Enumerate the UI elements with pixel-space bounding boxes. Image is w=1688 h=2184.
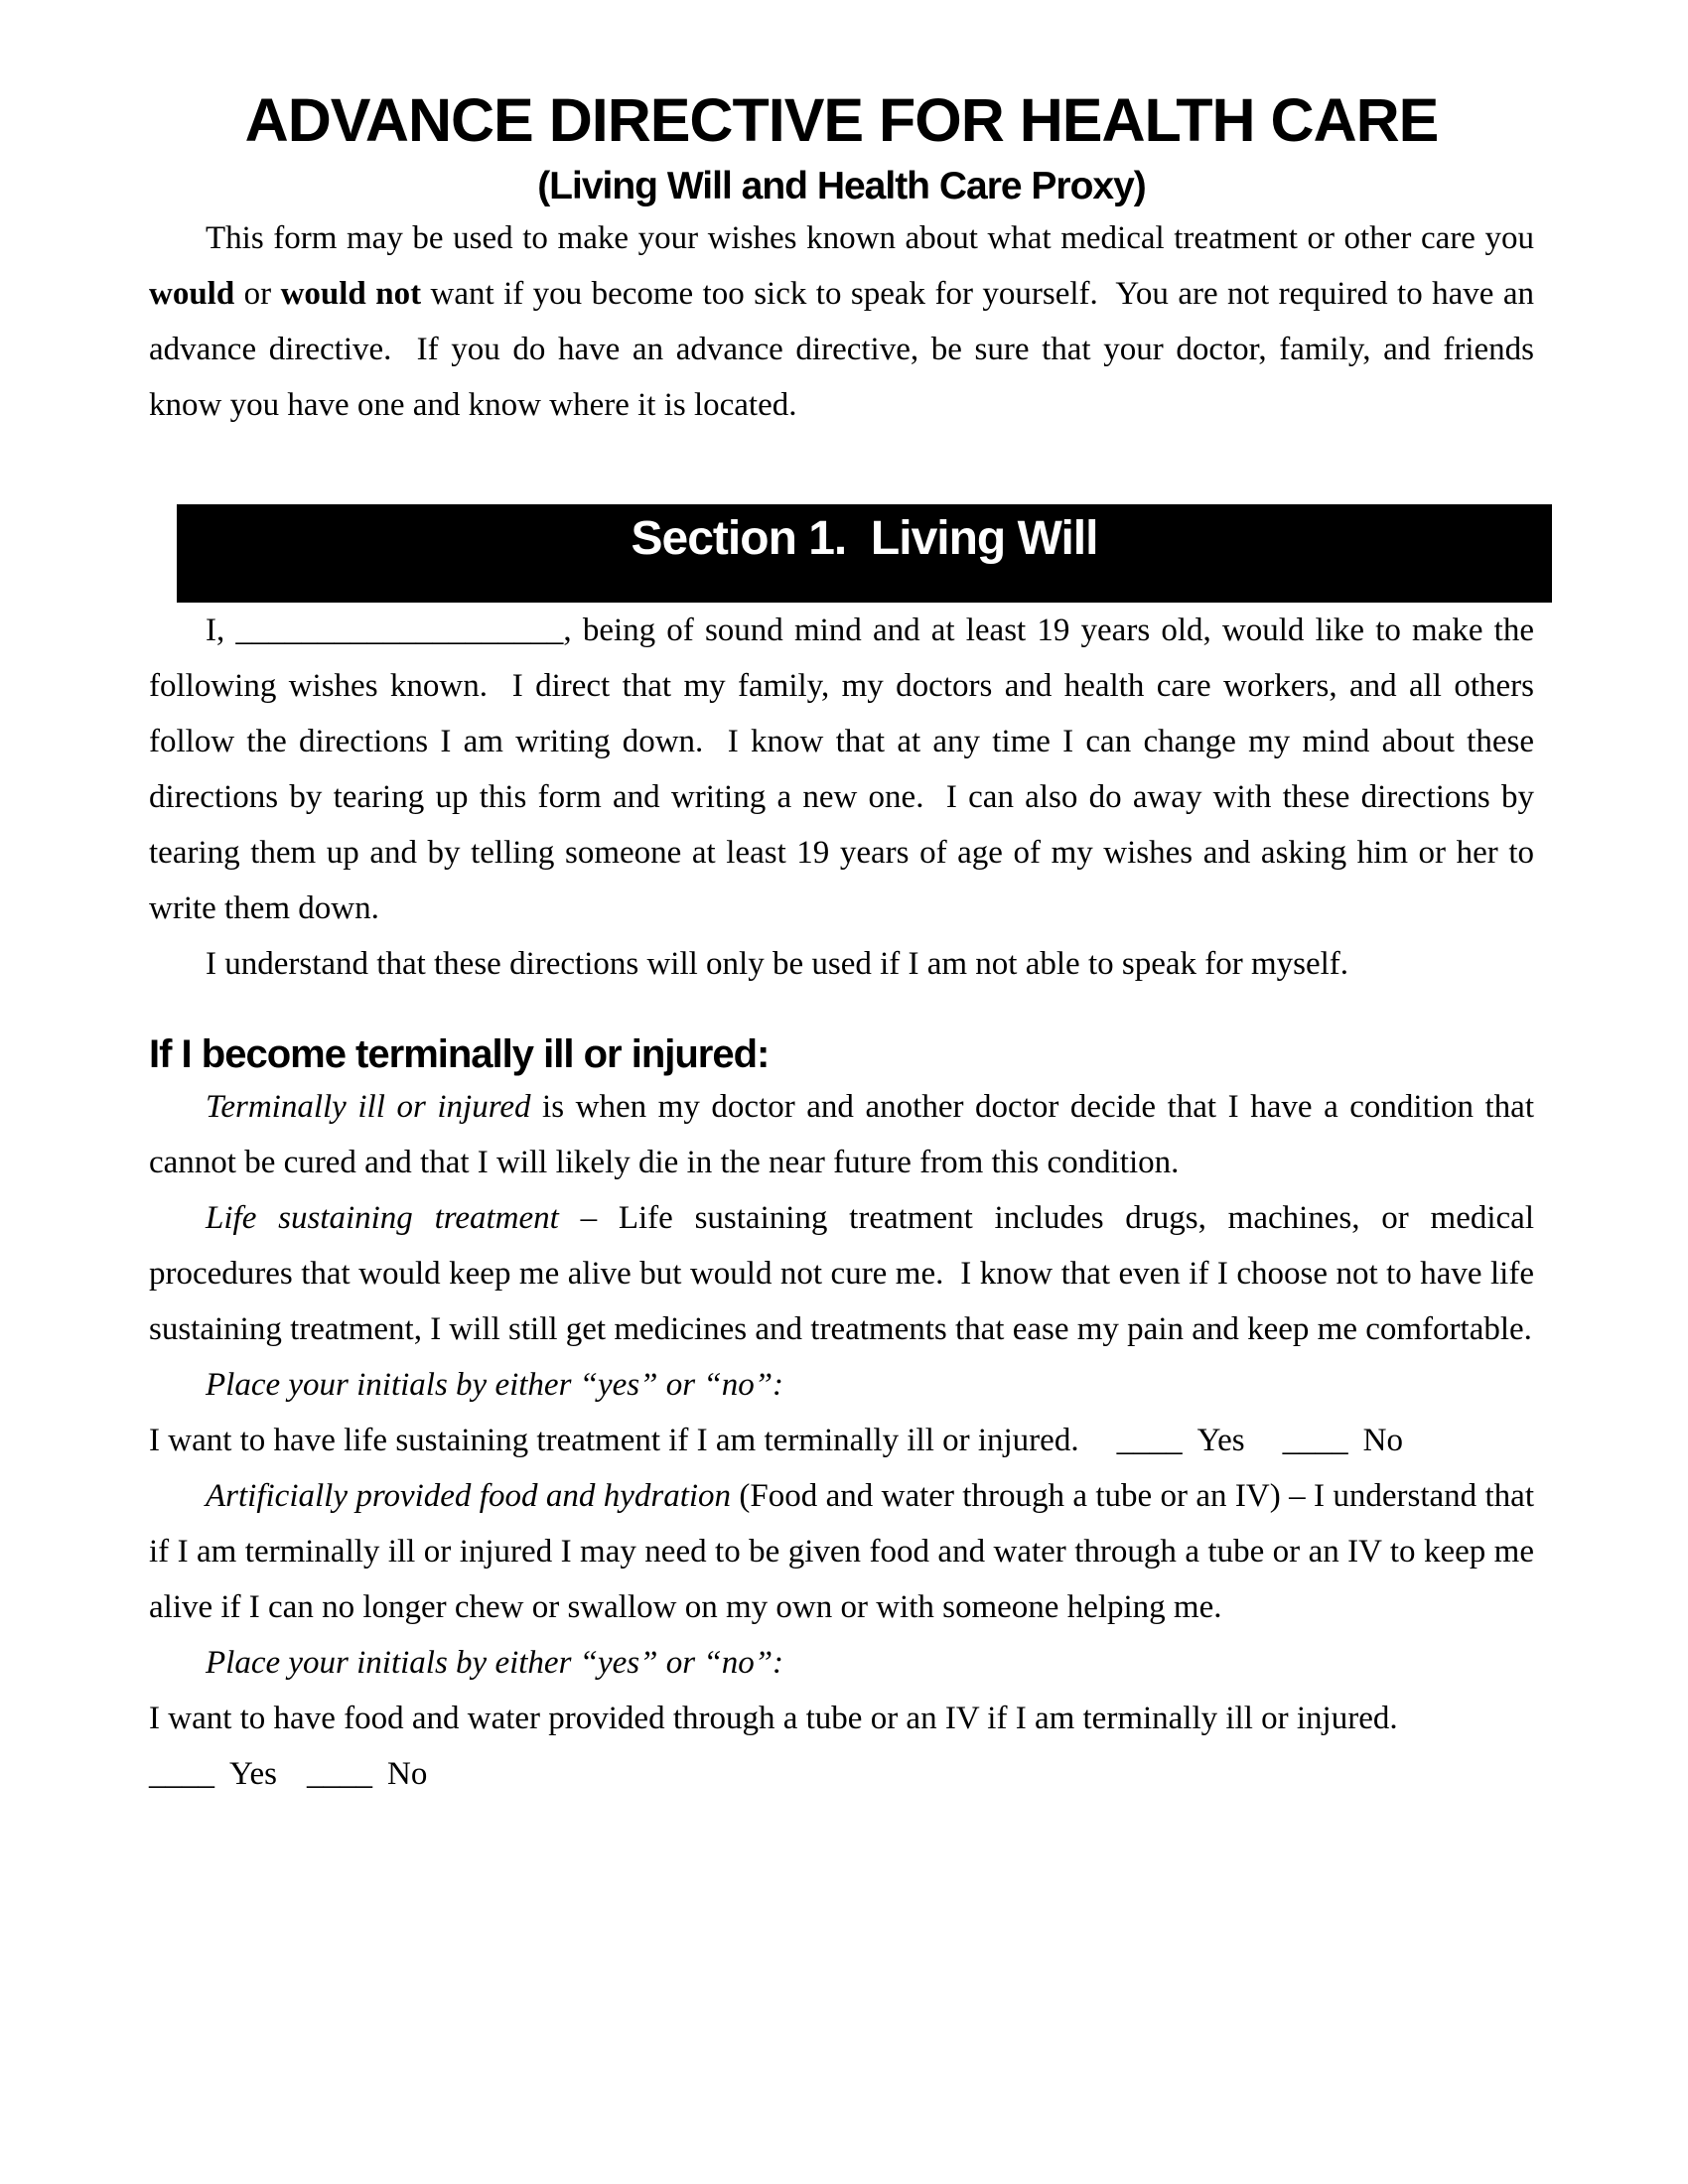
- terminally-ill-definition: is when my doctor and another doctor decide that I have a condition that cannot be cured and that I will likely die in the near future from this condition.: [149, 1089, 1534, 1180]
- declaration-lead: I,: [206, 613, 236, 648]
- food-water-no-label: No: [387, 1756, 428, 1792]
- food-water-no-initials-blank[interactable]: ____: [307, 1756, 373, 1792]
- life-sustaining-definition-paragraph: [149, 1190, 1534, 1357]
- food-hydration-term: Artificially provided food and hydration: [206, 1478, 732, 1514]
- document-subtitle: (Living Will and Health Care Proxy): [537, 165, 1146, 207]
- initials-prompt-1: Place your initials by either “yes” or “no”:: [206, 1367, 784, 1403]
- would-not-bold-text: would not: [280, 276, 422, 312]
- food-hydration-definition-paragraph: [149, 1468, 1534, 1635]
- intro-text-2: or: [234, 276, 281, 312]
- life-sustaining-no-initials-blank[interactable]: ____: [1282, 1423, 1348, 1458]
- food-water-question-text: I want to have food and water provided through a tube or an IV if I am terminally ill or injured.: [149, 1701, 1398, 1736]
- food-water-yes-initials-blank[interactable]: ____: [149, 1756, 214, 1792]
- intro-text-3: want if you become too sick to speak for yourself. You are not required to have an advance directive. If you do have an advance directive, be sure that your doctor, family, and friends know you have one and know where it is located.: [149, 276, 1534, 423]
- life-sustaining-definition: – Life sustaining treatment includes drugs, machines, or medical procedures that would keep me alive but would not cure me. I know that even if I choose not to have life sustaining treatment, I will still get medicines and treatments that ease my pain and keep me comfortable.: [149, 1200, 1534, 1347]
- understand-paragraph: I understand that these directions will only be used if I am not able to speak for myself.: [206, 946, 1349, 982]
- initials-prompt-2: Place your initials by either “yes” or “no”:: [206, 1645, 784, 1681]
- declaration-paragraph: [149, 603, 1534, 936]
- section-1-header-bar: [177, 504, 1552, 603]
- food-water-yes-no-line: [149, 1746, 1534, 1802]
- declaration-body: , being of sound mind and at least 19 years old, would like to make the following wishes known. I direct that my family, my doctors and health care workers, and all others follow the directions I am writing down. I know that at any time I can change my mind about these directions by tearing up this form and writing a new one. I can also do away with these directions by tearing them up and by telling someone at least 19 years of age of my wishes and asking him or her to write them down.: [149, 613, 1534, 926]
- document-title: ADVANCE DIRECTIVE FOR HEALTH CARE: [244, 86, 1439, 154]
- food-water-yes-label: Yes: [229, 1756, 278, 1792]
- section-1-title: Section 1. Living Will: [631, 512, 1098, 565]
- life-sustaining-question-line: [149, 1413, 1534, 1468]
- life-sustaining-yes-initials-blank[interactable]: ____: [1116, 1423, 1183, 1458]
- intro-paragraph: [149, 210, 1534, 433]
- terminally-ill-definition-paragraph: [149, 1079, 1534, 1190]
- life-sustaining-no-label: No: [1362, 1423, 1403, 1458]
- terminally-ill-term: Terminally ill or injured: [206, 1089, 531, 1125]
- intro-text-1: This form may be used to make your wishes known about what medical treatment or other care you: [206, 220, 1534, 256]
- declarant-name-blank-field[interactable]: ____________________: [235, 613, 564, 648]
- life-sustaining-question-text: I want to have life sustaining treatment if I am terminally ill or injured.: [149, 1423, 1079, 1458]
- food-hydration-definition: (Food and water through a tube or an IV) – I understand that if I am terminally ill or injured I may need to be given food and water through a tube or an IV to keep me alive if I can no longer chew or swallow on my own or with someone helping me.: [149, 1478, 1534, 1625]
- would-bold-text: would: [149, 276, 235, 312]
- terminally-ill-heading: If I become terminally ill or injured:: [149, 1032, 770, 1076]
- life-sustaining-term: Life sustaining treatment: [206, 1200, 559, 1236]
- life-sustaining-yes-label: Yes: [1196, 1423, 1245, 1458]
